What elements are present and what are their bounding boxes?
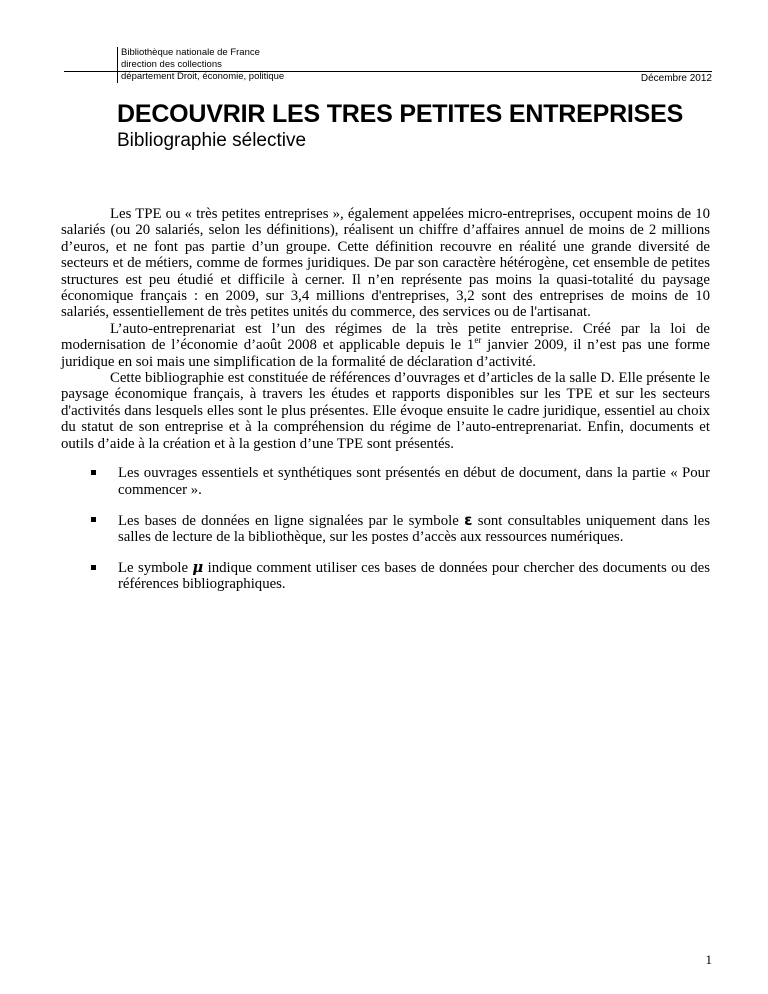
- page-title: DECOUVRIR LES TRES PETITES ENTREPRISES: [117, 100, 684, 128]
- mu-symbol-icon: μ: [192, 558, 204, 576]
- paragraph-auto-entrepreneur: [61, 321, 710, 370]
- paragraph-text: L’auto-entreprenariat est l’un des régimes de la très petite entreprise. Créé par la loi de modernisation de l’économie d’août 2008 et applicable depuis le 1: [61, 320, 710, 354]
- paragraph-text: janvier 2009, il n’est pas une forme juridique en soi mais une simplification de la formalité de déclaration d’activité.: [61, 337, 710, 370]
- header-date: Décembre 2012: [640, 73, 712, 84]
- notes-list: [61, 465, 710, 592]
- square-bullet-icon: [91, 565, 96, 570]
- square-bullet-icon: [91, 470, 96, 475]
- header-info: [117, 47, 284, 83]
- paragraph-intro: Les TPE ou « très petites entreprises », également appelées micro-entreprises, occupent moins de 10 salariés (ou 20 salariés, selon les définitions), réalisent un chiffre d’affaires annuel de moins de 2 millions d’euros, et ne font pas partie d’un groupe. Cette définition recouvre en réalité une grande diversité de secteurs et de métiers, comme de formes juridiques. De par son caractère hétérogène, cet ensemble de petites structures est peu étudié et difficile à cerner. Il n’en représente pas moins la quasi-totalité du paysage économique français : en 2009, sur 3,4 millions d'entreprises, 3,2 sont des entreprises de moins de 10 salariés, essentiellement de très petites unités du commerce, des services ou de l'artisanat.: [61, 206, 710, 321]
- square-bullet-icon: [91, 517, 96, 522]
- header-rule: [64, 71, 712, 72]
- header-institution: Bibliothèque nationale de France: [121, 47, 260, 58]
- header-directorate: direction des collections: [121, 59, 222, 70]
- page-subtitle: Bibliographie sélective: [117, 130, 307, 151]
- paragraph-scope: Cette bibliographie est constituée de références d’ouvrages et d’articles de la salle D. Elle présente le paysage économique français, à travers les études et rapports disponibles sur les TPE et sur les secteurs d'activités dans lesquels elles sont le plus présentes. Elle évoque ensuite le cadre juridique, essentiel au choix du statut de son entreprise et à la compréhension du régime de l’auto-entreprenariat. Enfin, documents et outils d’aide à la création et à la gestion d’une TPE sont présentés.: [61, 370, 710, 452]
- page-number: 1: [705, 952, 712, 967]
- list-item-text: Les ouvrages essentiels et synthétiques sont présentés en début de document, dans la partie « Pour commencer ».: [118, 465, 710, 498]
- list-item-text: indique comment utiliser ces bases de données pour chercher des documents ou des références bibliographiques.: [118, 559, 710, 593]
- list-item: [61, 560, 710, 593]
- epsilon-symbol-icon: ε: [464, 510, 473, 529]
- document-body: [61, 206, 710, 607]
- list-item-text: sont consultables uniquement dans les salles de lecture de la bibliothèque, sur les postes d’accès aux ressources numériques.: [118, 512, 710, 546]
- list-item-text: Les bases de données en ligne signalées par le symbole: [118, 512, 465, 529]
- list-item-text: Le symbole: [118, 559, 193, 576]
- list-item: [61, 465, 710, 498]
- superscript: er: [474, 335, 482, 346]
- list-item: [61, 512, 710, 546]
- header-department: département Droit, économie, politique: [121, 71, 285, 82]
